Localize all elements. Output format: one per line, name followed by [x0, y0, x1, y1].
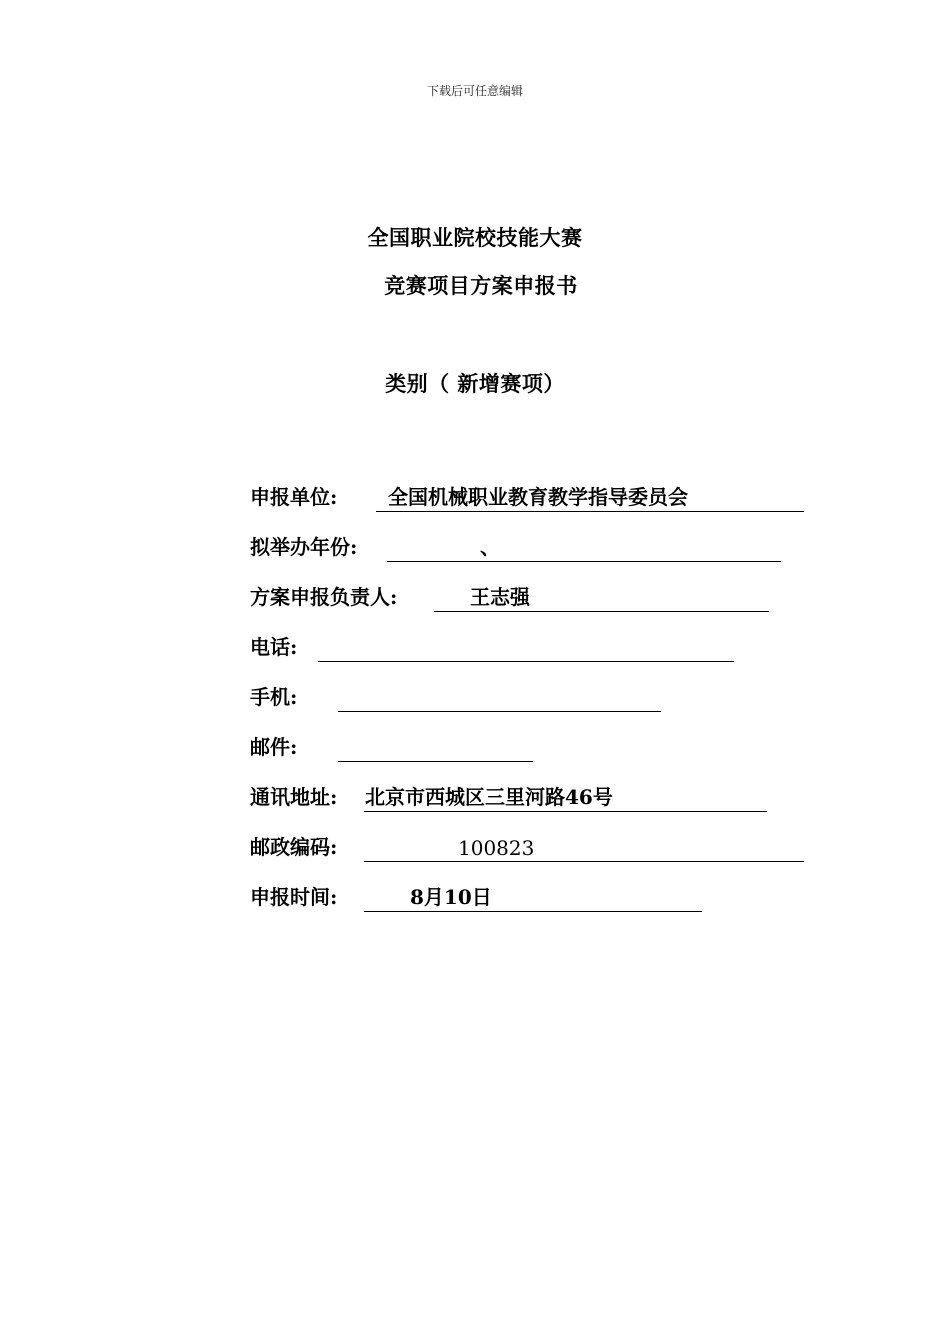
- field-unit-label: 申报单位:: [250, 485, 338, 509]
- field-postcode-value: 100823: [458, 836, 535, 860]
- field-mobile-label: 手机:: [250, 685, 298, 709]
- field-phone: [250, 632, 750, 662]
- field-address-label: 通讯地址:: [250, 785, 338, 809]
- field-date-label: 申报时间:: [250, 885, 338, 909]
- field-postcode-line[interactable]: [364, 833, 804, 862]
- field-unit: [250, 482, 810, 512]
- field-person-label: 方案申报负责人:: [250, 585, 398, 609]
- document-subtitle: 竞赛项目方案申报书: [384, 273, 578, 298]
- field-email-line[interactable]: [338, 733, 533, 762]
- field-postcode: [250, 832, 810, 862]
- field-unit-value: 全国机械职业教育教学指导委员会: [388, 485, 688, 509]
- field-mobile: [250, 682, 670, 712]
- header-note: 下载后可任意编辑: [426, 84, 523, 98]
- field-address: [250, 782, 780, 812]
- field-date-value: 8月10日: [410, 885, 492, 909]
- category-label: 类别（ 新增赛项）: [385, 371, 565, 396]
- field-address-value: 北京市西城区三里河路46号: [365, 785, 613, 809]
- field-phone-label: 电话:: [250, 635, 298, 659]
- field-postcode-label: 邮政编码:: [250, 835, 338, 859]
- field-year-value: 、: [480, 535, 500, 559]
- field-phone-line[interactable]: [318, 633, 734, 662]
- field-email: [250, 732, 550, 762]
- field-year-label: 拟举办年份:: [250, 535, 358, 559]
- field-email-label: 邮件:: [250, 735, 298, 759]
- field-person: [250, 582, 780, 612]
- field-mobile-line[interactable]: [338, 683, 661, 712]
- field-person-value: 王志强: [470, 585, 530, 609]
- field-date: [250, 882, 710, 912]
- field-year-line[interactable]: [387, 533, 781, 562]
- document-title: 全国职业院校技能大赛: [367, 225, 583, 250]
- field-year: [250, 532, 790, 562]
